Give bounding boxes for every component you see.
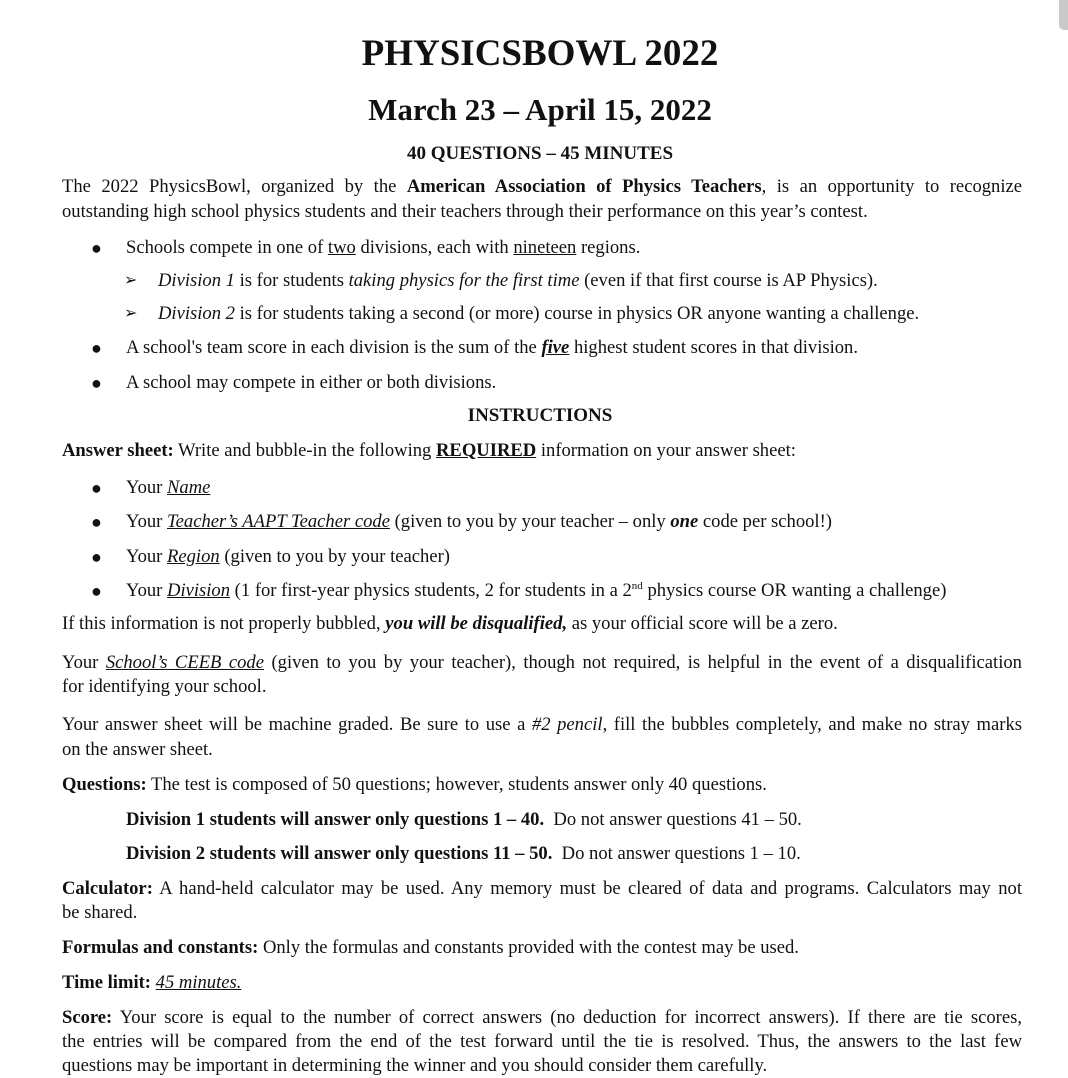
bullet-either: A school may compete in either or both divisions.: [126, 372, 497, 393]
division-2-questions: Division 2 students will answer only questions 11 – 50. Do not answer questions 1 – 10.: [126, 843, 801, 864]
contest-dates: March 23 – April 15, 2022: [368, 92, 712, 127]
instructions-heading: INSTRUCTIONS: [467, 405, 613, 426]
intro-line-1: The 2022 PhysicsBowl, organized by the American Association of Physics Teachers, is an opportunity to recognize: [62, 176, 1023, 197]
ceeb-line-2: for identifying your school.: [62, 676, 267, 697]
machine-graded-line-1: Your answer sheet will be machine graded. Be sure to use a #2 pencil, fill the bubbles completely, and make no stray marks: [62, 714, 1022, 735]
score-line-2: the entries will be compared from the end of the test forward until the tie is resolved. Thus, the answers to the last few: [62, 1031, 1022, 1052]
disqualification-warning: If this information is not properly bubbled, you will be disqualified, as your official score will be a zero.: [62, 613, 838, 634]
scrollbar-thumb[interactable]: [1059, 0, 1068, 30]
required-region: Your Region (given to you by your teacher): [126, 546, 450, 567]
machine-graded-line-2: on the answer sheet.: [62, 739, 213, 760]
bullet-team-score: A school's team score in each division is the sum of the five highest student scores in that division.: [126, 337, 859, 358]
ceeb-line-1: Your School’s CEEB code (given to you by your teacher), though not required, is helpful in the event of a disqualification: [62, 652, 1022, 673]
formulas-line: Formulas and constants: Only the formulas and constants provided with the contest may be used.: [62, 937, 799, 958]
bullet-dot: ●: [91, 478, 102, 498]
bullet-dot: ●: [91, 547, 102, 567]
questions-line: Questions: The test is composed of 50 questions; however, students answer only 40 questions.: [62, 774, 767, 795]
score-line-1: Score: Your score is equal to the number of correct answers (no deduction for incorrect answers). If there are tie scores,: [62, 1007, 1022, 1028]
arrow-icon: ➢: [124, 272, 138, 289]
bullet-division-2: Division 2 is for students taking a second (or more) course in physics OR anyone wanting a challenge.: [158, 303, 920, 324]
bullet-dot: ●: [91, 373, 102, 393]
arrow-icon: ➢: [124, 305, 138, 322]
required-name: Your Name: [126, 477, 211, 498]
answer-sheet-intro: Answer sheet: Write and bubble-in the following REQUIRED information on your answer sheet:: [62, 440, 796, 461]
intro-line-2: outstanding high school physics students and their teachers through their performance on this year’s contest.: [62, 201, 868, 222]
bullet-compete: Schools compete in one of two divisions, each with nineteen regions.: [126, 237, 641, 258]
division-1-questions: Division 1 students will answer only questions 1 – 40. Do not answer questions 41 – 50.: [126, 809, 802, 830]
bullet-dot: ●: [91, 581, 102, 601]
bullet-division-1: Division 1 is for students taking physics for the first time (even if that first course is AP Physics).: [158, 270, 878, 291]
score-line-3: questions may be important in determining the winner and you should consider them carefully.: [62, 1055, 768, 1076]
bullet-dot: ●: [91, 238, 102, 258]
contest-subtitle: 40 QUESTIONS – 45 MINUTES: [406, 143, 674, 164]
time-limit-line: Time limit: 45 minutes.: [62, 972, 242, 993]
calculator-line-1: Calculator: A hand-held calculator may be used. Any memory must be cleared of data and programs. Calculators may not: [62, 878, 1022, 899]
bullet-dot: ●: [91, 338, 102, 358]
required-teacher-code: Your Teacher’s AAPT Teacher code (given to you by your teacher – only one code per school!): [126, 511, 832, 532]
page-title: PHYSICSBOWL 2022: [361, 33, 719, 74]
required-division: Your Division (1 for first-year physics students, 2 for students in a 2nd physics course OR wanting a challenge): [126, 579, 947, 601]
bullet-dot: ●: [91, 512, 102, 532]
calculator-line-2: be shared.: [62, 902, 138, 923]
